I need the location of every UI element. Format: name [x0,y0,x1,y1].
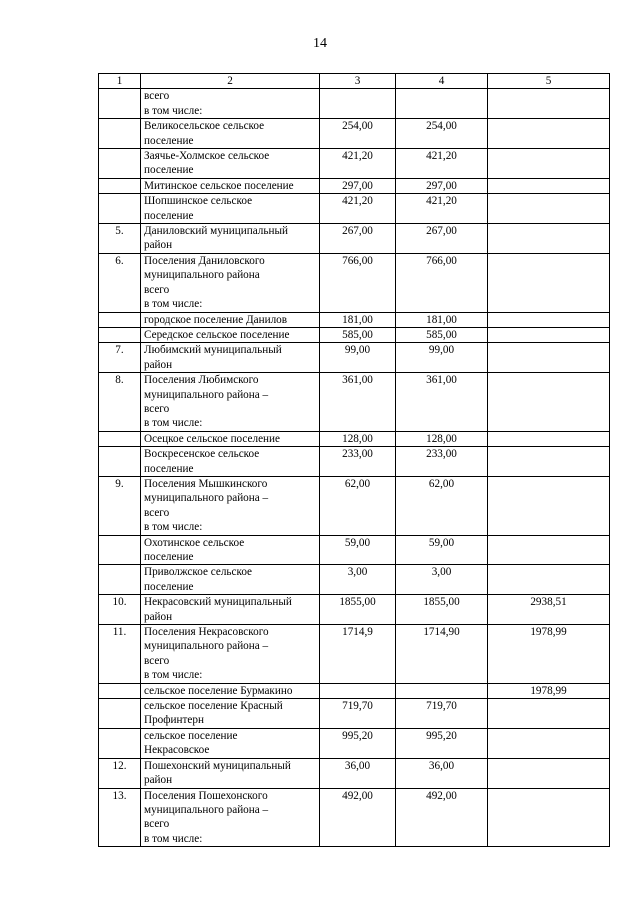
value-col5 [488,758,610,788]
value-col5 [488,343,610,373]
page-number: 14 [313,36,327,51]
table-row [99,89,610,119]
row-number [99,312,141,327]
value-col4: 3,00 [396,565,488,595]
row-name: Заячье-Холмское сельское поселение [141,149,320,179]
table-row [99,447,610,477]
column-header: 2 [141,74,320,89]
value-col3: 267,00 [320,224,396,254]
value-col3: 99,00 [320,343,396,373]
row-number [99,194,141,224]
value-col5: 1978,99 [488,683,610,698]
row-number [99,89,141,119]
table-row [99,224,610,254]
value-col5 [488,312,610,327]
value-col4: 59,00 [396,535,488,565]
row-number [99,683,141,698]
value-col4: 181,00 [396,312,488,327]
row-name: Воскресенское сельское поселение [141,447,320,477]
value-col3 [320,89,396,119]
row-number [99,431,141,446]
table-row [99,327,610,342]
value-col3: 1855,00 [320,595,396,625]
value-col4: 254,00 [396,119,488,149]
table-row [99,788,610,847]
row-number: 13. [99,788,141,847]
table-row [99,625,610,684]
row-number [99,119,141,149]
value-col4: 361,00 [396,373,488,432]
column-header: 1 [99,74,141,89]
value-col4: 62,00 [396,476,488,535]
value-col4: 421,20 [396,194,488,224]
value-col4: 267,00 [396,224,488,254]
row-number [99,149,141,179]
value-col4 [396,89,488,119]
value-col3: 297,00 [320,178,396,193]
value-col3: 766,00 [320,253,396,312]
table-row [99,535,610,565]
data-table [98,73,610,847]
value-col5 [488,89,610,119]
table-row [99,119,610,149]
value-col4: 128,00 [396,431,488,446]
row-number [99,728,141,758]
table-row [99,194,610,224]
table-row [99,253,610,312]
value-col3: 62,00 [320,476,396,535]
value-col4: 719,70 [396,699,488,729]
row-name: Шопшинское сельское поселение [141,194,320,224]
value-col5 [488,728,610,758]
row-number: 5. [99,224,141,254]
row-name: сельское поселение Бурмакино [141,683,320,698]
value-col5 [488,119,610,149]
value-col5 [488,535,610,565]
value-col4: 1714,90 [396,625,488,684]
table-row [99,565,610,595]
table-row [99,699,610,729]
value-col5 [488,178,610,193]
value-col4: 585,00 [396,327,488,342]
value-col4: 1855,00 [396,595,488,625]
table-row [99,178,610,193]
column-header: 5 [488,74,610,89]
value-col3: 719,70 [320,699,396,729]
table-row [99,312,610,327]
row-number: 9. [99,476,141,535]
row-number: 7. [99,343,141,373]
row-number: 8. [99,373,141,432]
value-col5 [488,224,610,254]
row-name: Великосельское сельское поселение [141,119,320,149]
row-number [99,565,141,595]
row-name: Поселения Некрасовского муниципального района – всего в том числе: [141,625,320,684]
row-name: Середское сельское поселение [141,327,320,342]
table-header-row [99,74,610,89]
value-col5: 2938,51 [488,595,610,625]
value-col3: 59,00 [320,535,396,565]
row-number [99,535,141,565]
value-col3 [320,683,396,698]
value-col3: 233,00 [320,447,396,477]
row-name: Пошехонский муниципальный район [141,758,320,788]
value-col3: 254,00 [320,119,396,149]
row-name: Даниловский муниципальный район [141,224,320,254]
value-col3: 1714,9 [320,625,396,684]
value-col5 [488,431,610,446]
value-col5 [488,373,610,432]
value-col4: 99,00 [396,343,488,373]
row-number: 12. [99,758,141,788]
value-col5 [488,253,610,312]
row-name: Любимский муниципальный район [141,343,320,373]
row-name: сельское поселение Некрасовское [141,728,320,758]
value-col5 [488,327,610,342]
row-number: 11. [99,625,141,684]
table-row [99,476,610,535]
row-number: 6. [99,253,141,312]
table-row [99,758,610,788]
value-col5 [488,699,610,729]
value-col4: 766,00 [396,253,488,312]
value-col3: 421,20 [320,149,396,179]
row-name: Поселения Мышкинского муниципального района – всего в том числе: [141,476,320,535]
value-col5 [488,194,610,224]
table-row [99,431,610,446]
value-col5 [488,476,610,535]
column-header: 3 [320,74,396,89]
row-name: Некрасовский муниципальный район [141,595,320,625]
table-row [99,149,610,179]
row-number [99,447,141,477]
table-row [99,373,610,432]
row-name: Охотинское сельское поселение [141,535,320,565]
value-col5: 1978,99 [488,625,610,684]
row-name: Осецкое сельское поселение [141,431,320,446]
value-col4: 297,00 [396,178,488,193]
row-number: 10. [99,595,141,625]
row-name: всего в том числе: [141,89,320,119]
table-row [99,595,610,625]
value-col5 [488,149,610,179]
row-name: Поселения Пошехонского муниципального района – всего в том числе: [141,788,320,847]
row-name: Поселения Даниловского муниципального района всего в том числе: [141,253,320,312]
value-col3: 3,00 [320,565,396,595]
value-col4: 995,20 [396,728,488,758]
row-number [99,178,141,193]
table-row [99,343,610,373]
value-col4 [396,683,488,698]
value-col3: 361,00 [320,373,396,432]
row-name: сельское поселение Красный Профинтерн [141,699,320,729]
row-name: Поселения Любимского муниципального района – всего в том числе: [141,373,320,432]
value-col3: 995,20 [320,728,396,758]
row-name: городское поселение Данилов [141,312,320,327]
value-col4: 233,00 [396,447,488,477]
table-row [99,683,610,698]
value-col5 [488,788,610,847]
value-col5 [488,447,610,477]
value-col3: 181,00 [320,312,396,327]
row-number [99,699,141,729]
value-col5 [488,565,610,595]
column-header: 4 [396,74,488,89]
row-name: Митинское сельское поселение [141,178,320,193]
value-col4: 492,00 [396,788,488,847]
table-row [99,728,610,758]
value-col3: 492,00 [320,788,396,847]
row-name: Приволжское сельское поселение [141,565,320,595]
value-col3: 421,20 [320,194,396,224]
value-col3: 36,00 [320,758,396,788]
value-col3: 585,00 [320,327,396,342]
value-col4: 421,20 [396,149,488,179]
value-col3: 128,00 [320,431,396,446]
value-col4: 36,00 [396,758,488,788]
row-number [99,327,141,342]
